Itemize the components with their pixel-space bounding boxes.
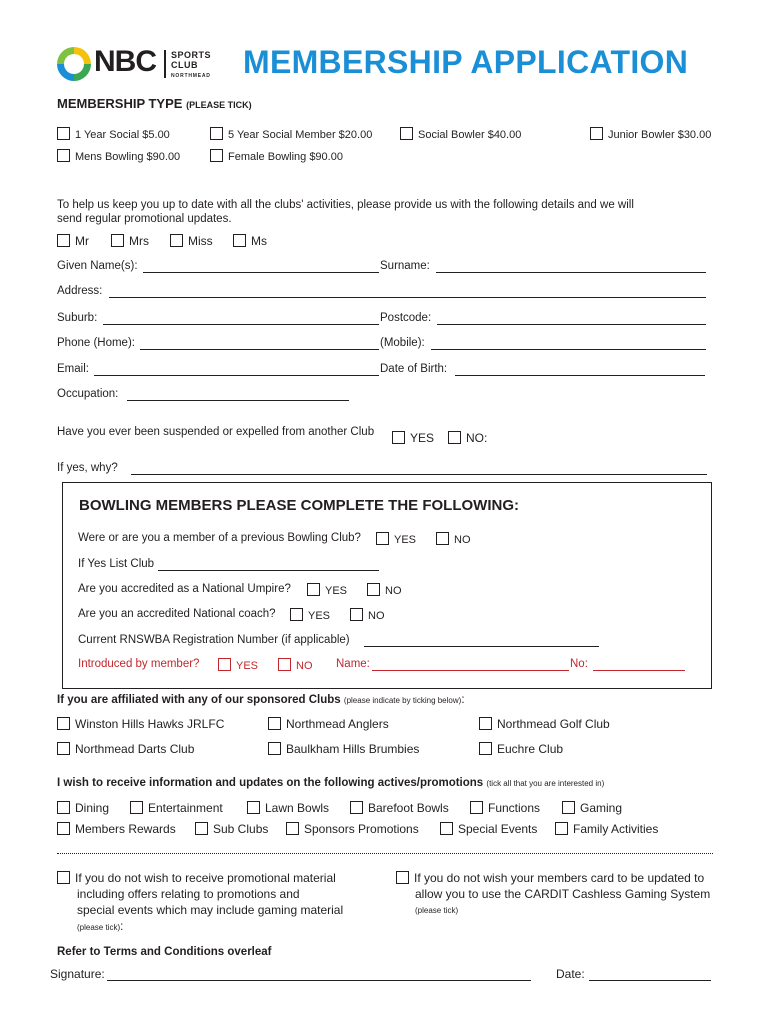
intro-line-2: send regular promotional updates. [57, 213, 232, 225]
checkbox[interactable] [57, 127, 70, 140]
introduced-no[interactable]: NO [278, 658, 313, 672]
checkbox[interactable] [290, 608, 303, 621]
checkbox[interactable] [57, 871, 70, 884]
membership-1yr-social[interactable]: 1 Year Social $5.00 [57, 127, 170, 141]
checkbox[interactable] [448, 431, 461, 444]
promo-sponsors-promotions[interactable]: Sponsors Promotions [286, 822, 419, 836]
if-yes-why-label: If yes, why? [57, 462, 118, 474]
logo-divider [164, 50, 166, 78]
logo-line-northmead: NORTHMEAD [171, 73, 211, 79]
dob-field[interactable] [455, 375, 705, 376]
suburb-field[interactable] [103, 324, 379, 325]
title-miss[interactable]: Miss [170, 234, 213, 248]
checkbox[interactable] [350, 608, 363, 621]
introduced-yes[interactable]: YES [218, 658, 258, 672]
optout-cardit-gaming[interactable]: If you do not wish your members card to be updated to [396, 871, 704, 885]
previous-club-yes[interactable]: YES [376, 532, 416, 546]
membership-type-heading: MEMBERSHIP TYPE (PLEASE TICK) [57, 96, 252, 111]
checkbox[interactable] [218, 658, 231, 671]
membership-5yr-social[interactable]: 5 Year Social Member $20.00 [210, 127, 372, 141]
checkbox[interactable] [286, 822, 299, 835]
promo-special-events[interactable]: Special Events [440, 822, 537, 836]
introducer-name-label: Name: [336, 658, 370, 670]
promo-functions[interactable]: Functions [470, 801, 540, 815]
umpire-question: Are you accredited as a National Umpire? [78, 583, 291, 595]
checkbox[interactable] [57, 717, 70, 730]
promo-entertainment[interactable]: Entertainment [130, 801, 223, 815]
club-northmead-anglers[interactable]: Northmead Anglers [268, 717, 389, 731]
checkbox[interactable] [479, 742, 492, 755]
occupation-field[interactable] [127, 400, 349, 401]
promo-sub-clubs[interactable]: Sub Clubs [195, 822, 268, 836]
suspended-no[interactable]: NO: [448, 431, 487, 445]
optout-left-note: (please tick): [77, 921, 124, 933]
umpire-yes[interactable]: YES [307, 583, 347, 597]
mobile-label: (Mobile): [380, 337, 425, 349]
sponsored-note: (please indicate by ticking below) [343, 696, 462, 705]
checkbox[interactable] [590, 127, 603, 140]
checkbox[interactable] [392, 431, 405, 444]
logo-line-club: CLUB [171, 60, 198, 70]
bowling-heading: BOWLING MEMBERS PLEASE COMPLETE THE FOLLOWING: [79, 497, 519, 514]
club-northmead-darts[interactable]: Northmead Darts Club [57, 742, 194, 756]
title-mrs[interactable]: Mrs [111, 234, 149, 248]
surname-field[interactable] [436, 272, 706, 273]
postcode-field[interactable] [437, 324, 706, 325]
checkbox[interactable] [210, 149, 223, 162]
checkbox[interactable] [479, 717, 492, 730]
checkbox[interactable] [57, 234, 70, 247]
club-logo-ring [57, 47, 91, 81]
coach-question: Are you an accredited National coach? [78, 608, 276, 620]
club-northmead-golf[interactable]: Northmead Golf Club [479, 717, 610, 731]
if-yes-why-field[interactable] [131, 474, 707, 475]
checkbox[interactable] [367, 583, 380, 596]
occupation-label: Occupation: [57, 388, 119, 400]
optout-left-line-3: special events which may include gaming material [77, 903, 344, 917]
phone-home-label: Phone (Home): [57, 337, 135, 349]
previous-club-question: Were or are you a member of a previous Bowling Club? [78, 532, 361, 544]
club-euchre[interactable]: Euchre Club [479, 742, 563, 756]
checkbox[interactable] [268, 742, 281, 755]
checkbox[interactable] [436, 532, 449, 545]
promo-lawn-bowls[interactable]: Lawn Bowls [247, 801, 329, 815]
page-title: MEMBERSHIP APPLICATION [243, 44, 689, 80]
checkbox[interactable] [57, 801, 70, 814]
checkbox[interactable] [195, 822, 208, 835]
checkbox[interactable] [350, 801, 363, 814]
previous-club-no[interactable]: NO [436, 532, 471, 546]
suspended-question: Have you ever been suspended or expelled from another Club [57, 426, 375, 438]
address-field[interactable] [109, 297, 706, 298]
postcode-label: Postcode: [380, 312, 432, 324]
checkbox[interactable] [396, 871, 409, 884]
membership-mens-bowling[interactable]: Mens Bowling $90.00 [57, 149, 180, 163]
checkbox[interactable] [376, 532, 389, 545]
intro-line-1: To help us keep you up to date with all the clubs' activities, please provide us with the following details and we will [57, 199, 634, 211]
email-label: Email: [57, 363, 89, 375]
membership-social-bowler[interactable]: Social Bowler $40.00 [400, 127, 521, 141]
membership-type-note: (PLEASE TICK) [186, 100, 252, 110]
checkbox[interactable] [555, 822, 568, 835]
date-field[interactable] [589, 980, 711, 981]
suspended-yes[interactable]: YES [392, 431, 434, 445]
promo-gaming[interactable]: Gaming [562, 801, 622, 815]
phone-home-field[interactable] [140, 349, 379, 350]
coach-yes[interactable]: YES [290, 608, 330, 622]
given-name-label: Given Name(s): [57, 260, 138, 272]
club-baulkham-hills-brumbies[interactable]: Baulkham Hills Brumbies [268, 742, 419, 756]
introducer-no-label: No: [570, 658, 588, 670]
promo-family-activities[interactable]: Family Activities [555, 822, 658, 836]
email-field[interactable] [94, 375, 379, 376]
logo-line-sports: SPORTS [171, 50, 212, 60]
checkbox[interactable] [210, 127, 223, 140]
suburb-label: Suburb: [57, 312, 98, 324]
checkbox[interactable] [278, 658, 291, 671]
introducer-no-field[interactable] [593, 670, 685, 671]
terms-note: Refer to Terms and Conditions overleaf [57, 946, 272, 958]
coach-no[interactable]: NO [350, 608, 385, 622]
registration-field[interactable] [364, 646, 599, 647]
checkbox[interactable] [400, 127, 413, 140]
signature-field[interactable] [107, 980, 531, 981]
umpire-no[interactable]: NO [367, 583, 402, 597]
optout-left-line-2: including offers relating to promotions and [77, 887, 300, 901]
checkbox[interactable] [247, 801, 260, 814]
membership-junior-bowler[interactable]: Junior Bowler $30.00 [590, 127, 711, 141]
title-ms[interactable]: Ms [233, 234, 267, 248]
checkbox[interactable] [440, 822, 453, 835]
promotions-note: (tick all that you are interested in) [486, 779, 605, 788]
checkbox[interactable] [307, 583, 320, 596]
promo-barefoot-bowls[interactable]: Barefoot Bowls [350, 801, 449, 815]
optout-right-line-2: allow you to use the CARDIT Cashless Gaming System [415, 887, 711, 901]
surname-label: Surname: [380, 260, 430, 272]
promo-members-rewards[interactable]: Members Rewards [57, 822, 176, 836]
checkbox[interactable] [268, 717, 281, 730]
checkbox[interactable] [562, 801, 575, 814]
promotions-heading: I wish to receive information and updates on the following actives/promotions (tick all that you are interested in) [57, 777, 605, 789]
address-label: Address: [57, 285, 103, 297]
checkbox[interactable] [57, 149, 70, 162]
signature-label: Signature: [50, 967, 105, 981]
checkbox[interactable] [470, 801, 483, 814]
checkbox[interactable] [111, 234, 124, 247]
logo-brand: NBC [94, 45, 156, 78]
checkbox[interactable] [57, 822, 70, 835]
sponsored-heading: If you are affiliated with any of our sponsored Clubs (please indicate by ticking below): [57, 694, 465, 706]
mobile-field[interactable] [431, 349, 706, 350]
dotted-divider [57, 853, 713, 854]
optout-right-note: (please tick) [415, 906, 459, 915]
optout-promotional-material[interactable]: If you do not wish to receive promotional material [57, 871, 336, 885]
registration-label: Current RNSWBA Registration Number (if applicable) [78, 634, 350, 646]
membership-female-bowling[interactable]: Female Bowling $90.00 [210, 149, 343, 163]
sponsored-colon: : [461, 694, 465, 706]
list-club-field[interactable] [158, 570, 379, 571]
list-club-label: If Yes List Club [78, 558, 155, 570]
checkbox[interactable] [57, 742, 70, 755]
club-winston-hills-hawks[interactable]: Winston Hills Hawks JRLFC [57, 717, 224, 731]
promo-dining[interactable]: Dining [57, 801, 109, 815]
checkbox[interactable] [233, 234, 246, 247]
introduced-by-label: Introduced by member? [78, 658, 200, 670]
given-name-field[interactable] [143, 272, 379, 273]
checkbox[interactable] [170, 234, 183, 247]
date-label: Date: [556, 967, 585, 981]
dob-label: Date of Birth: [380, 363, 448, 375]
title-mr[interactable]: Mr [57, 234, 89, 248]
introducer-name-field[interactable] [372, 670, 569, 671]
checkbox[interactable] [130, 801, 143, 814]
